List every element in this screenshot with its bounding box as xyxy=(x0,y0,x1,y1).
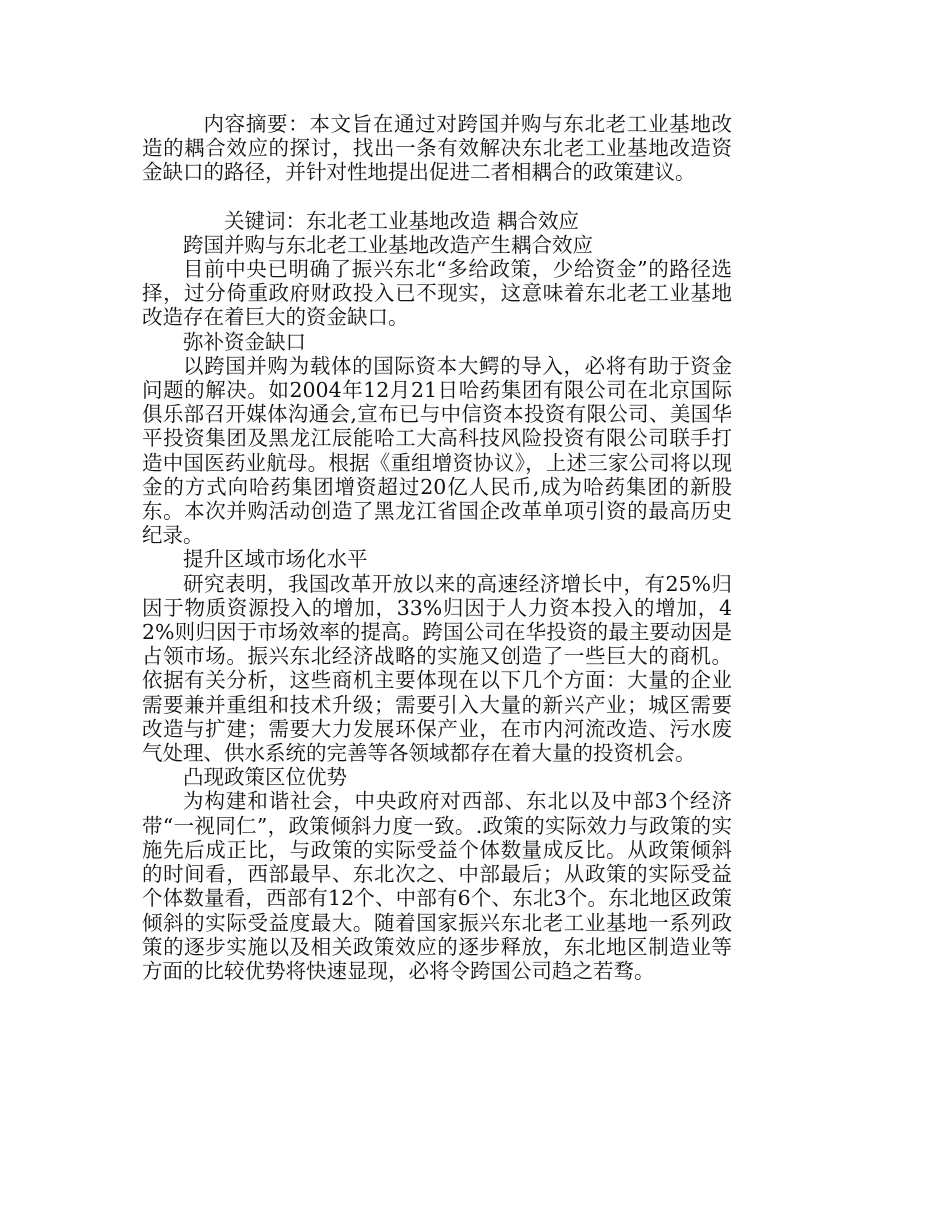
document-page xyxy=(142,112,732,983)
subsection-heading: 弥补资金缺口 xyxy=(183,329,306,354)
subsection-heading: 凸现政策区位优势 xyxy=(183,765,347,790)
subsection-body: 研究表明，我国改革开放以来的高速经济增长中，有25%归因于物质资源投入的增加，33%归因于人力资本投入的增加，42%则归因于市场效率的提高。跨国公司在华投资的最主要动因是占领市场。振兴东北经济战略的实施又创造了一些巨大的商机。依据有关分析，这些商机主要体现在以下几个方面：大量的企业需要兼并重组和技术升级；需要引入大量的新兴产业；城区需要改造与扩建；需要大力发展环保产业，在市内河流改造、污水废气处理、供水系统的完善等各领域都存在着大量的投资机会。 xyxy=(142,571,732,766)
section-title: 跨国并购与东北老工业基地改造产生耦合效应 xyxy=(183,232,593,257)
subsection-heading: 提升区域市场化水平 xyxy=(183,547,368,572)
intro-paragraph: 目前中央已明确了振兴东北“多给政策，少给资金”的路径选择，过分倚重政府财政投入已不现实，这意味着东北老工业基地改造存在着巨大的资金缺口。 xyxy=(142,257,732,330)
subsection-body: 以跨国并购为载体的国际资本大鳄的导入，必将有助于资金问题的解决。如2004年12月21日哈药集团有限公司在北京国际俱乐部召开媒体沟通会,宣布已与中信资本投资有限公司、美国华平投资集团及黑龙江辰能哈工大高科技风险投资有限公司联手打造中国医药业航母。根据《重组增资协议》，上述三家公司将以现金的方式向哈药集团增资超过20亿人民币,成为哈药集团的新股东。本次并购活动创造了黑龙江省国企改革单项引资的最高历史纪录。 xyxy=(142,353,732,548)
subsection-body: 为构建和谐社会，中央政府对西部、东北以及中部3个经济带“一视同仁”，政策倾斜力度一致。.政策的实际效力与政策的实施先后成正比，与政策的实际受益个体数量成反比。从政策倾斜的时间看，西部最早、东北次之、中部最后；从政策的实际受益个体数量看，西部有12个、中部有6个、东北3个。东北地区政策倾斜的实际受益度最大。随着国家振兴东北老工业基地一系列政策的逐步实施以及相关政策效应的逐步释放，东北地区制造业等方面的比较优势将快速显现，必将令跨国公司趋之若骛。 xyxy=(142,789,732,983)
abstract-paragraph: 内容摘要：本文旨在通过对跨国并购与东北老工业基地改造的耦合效应的探讨，找出一条有效解决东北老工业基地改造资金缺口的路径，并针对性地提出促进二者相耦合的政策建议。 xyxy=(142,112,732,185)
keywords-line: 关键词：东北老工业基地改造 耦合效应 xyxy=(224,208,580,233)
